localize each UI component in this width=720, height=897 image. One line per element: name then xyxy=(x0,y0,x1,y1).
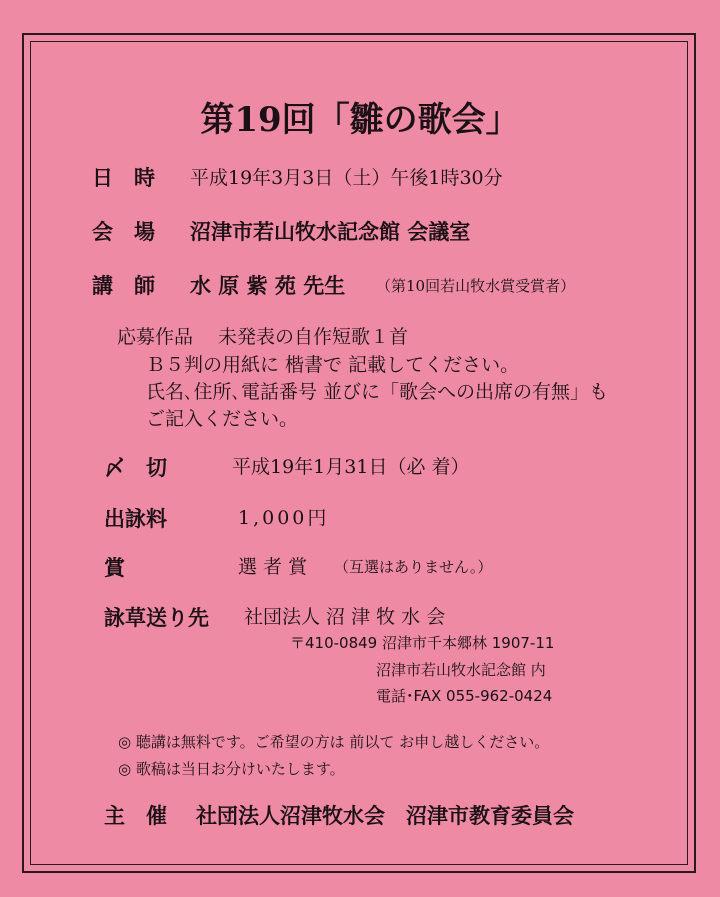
application-line-2: Ｂ５判の用紙に 楷書で 記載してください。 xyxy=(146,354,520,376)
submission-address-2: 沼津市若山牧水記念館 内 xyxy=(376,661,546,679)
sponsor-label: 主 催 xyxy=(104,803,167,828)
note-1: ◎ 聴講は無料です。ご希望の方は 前以て お申し越しください。 xyxy=(118,733,550,751)
submission-org: 社団法人 沼 津 牧 水 会 xyxy=(244,606,446,628)
submission-phone: 電話･FAX 055-962-0424 xyxy=(376,687,553,705)
fee-value: 1,000円 xyxy=(238,507,330,529)
prize-label: 賞 xyxy=(104,555,125,580)
lecturer-name: 水 原 紫 苑 先生 xyxy=(190,273,346,298)
date-label: 日 時 xyxy=(92,165,155,190)
application-line-1: 未発表の自作短歌１首 xyxy=(218,326,409,348)
submission-address-1: 〒410-0849 沼津市千本郷林 1907-11 xyxy=(290,634,555,652)
fee-label: 出詠料 xyxy=(104,506,167,531)
deadline-label: 〆 切 xyxy=(104,455,167,480)
lecturer-label: 講 師 xyxy=(92,273,155,298)
prize-value: 選 者 賞 xyxy=(238,556,308,578)
submission-label: 詠草送り先 xyxy=(104,605,209,630)
venue-label: 会 場 xyxy=(92,219,155,244)
sponsor-value: 社団法人沼津牧水会 沼津市教育委員会 xyxy=(196,803,574,828)
application-line-3: 氏名､住所､電話番号 並びに「歌会への出席の有無」も xyxy=(146,381,609,403)
application-line-4: ご記入ください。 xyxy=(146,408,299,430)
page-title: 第19回「雛の歌会」 xyxy=(200,100,520,140)
prize-note: （互選はありません。） xyxy=(334,558,493,576)
note-2: ◎ 歌稿は当日お分けいたします。 xyxy=(118,760,345,778)
venue-value: 沼津市若山牧水記念館 会議室 xyxy=(190,219,471,244)
application-label: 応募作品 xyxy=(117,326,194,348)
lecturer-note: （第10回若山牧水賞受賞者） xyxy=(376,277,576,295)
date-value: 平成19年3月3日（土）午後1時30分 xyxy=(190,167,503,189)
deadline-value: 平成19年1月31日（必 着） xyxy=(232,456,470,478)
